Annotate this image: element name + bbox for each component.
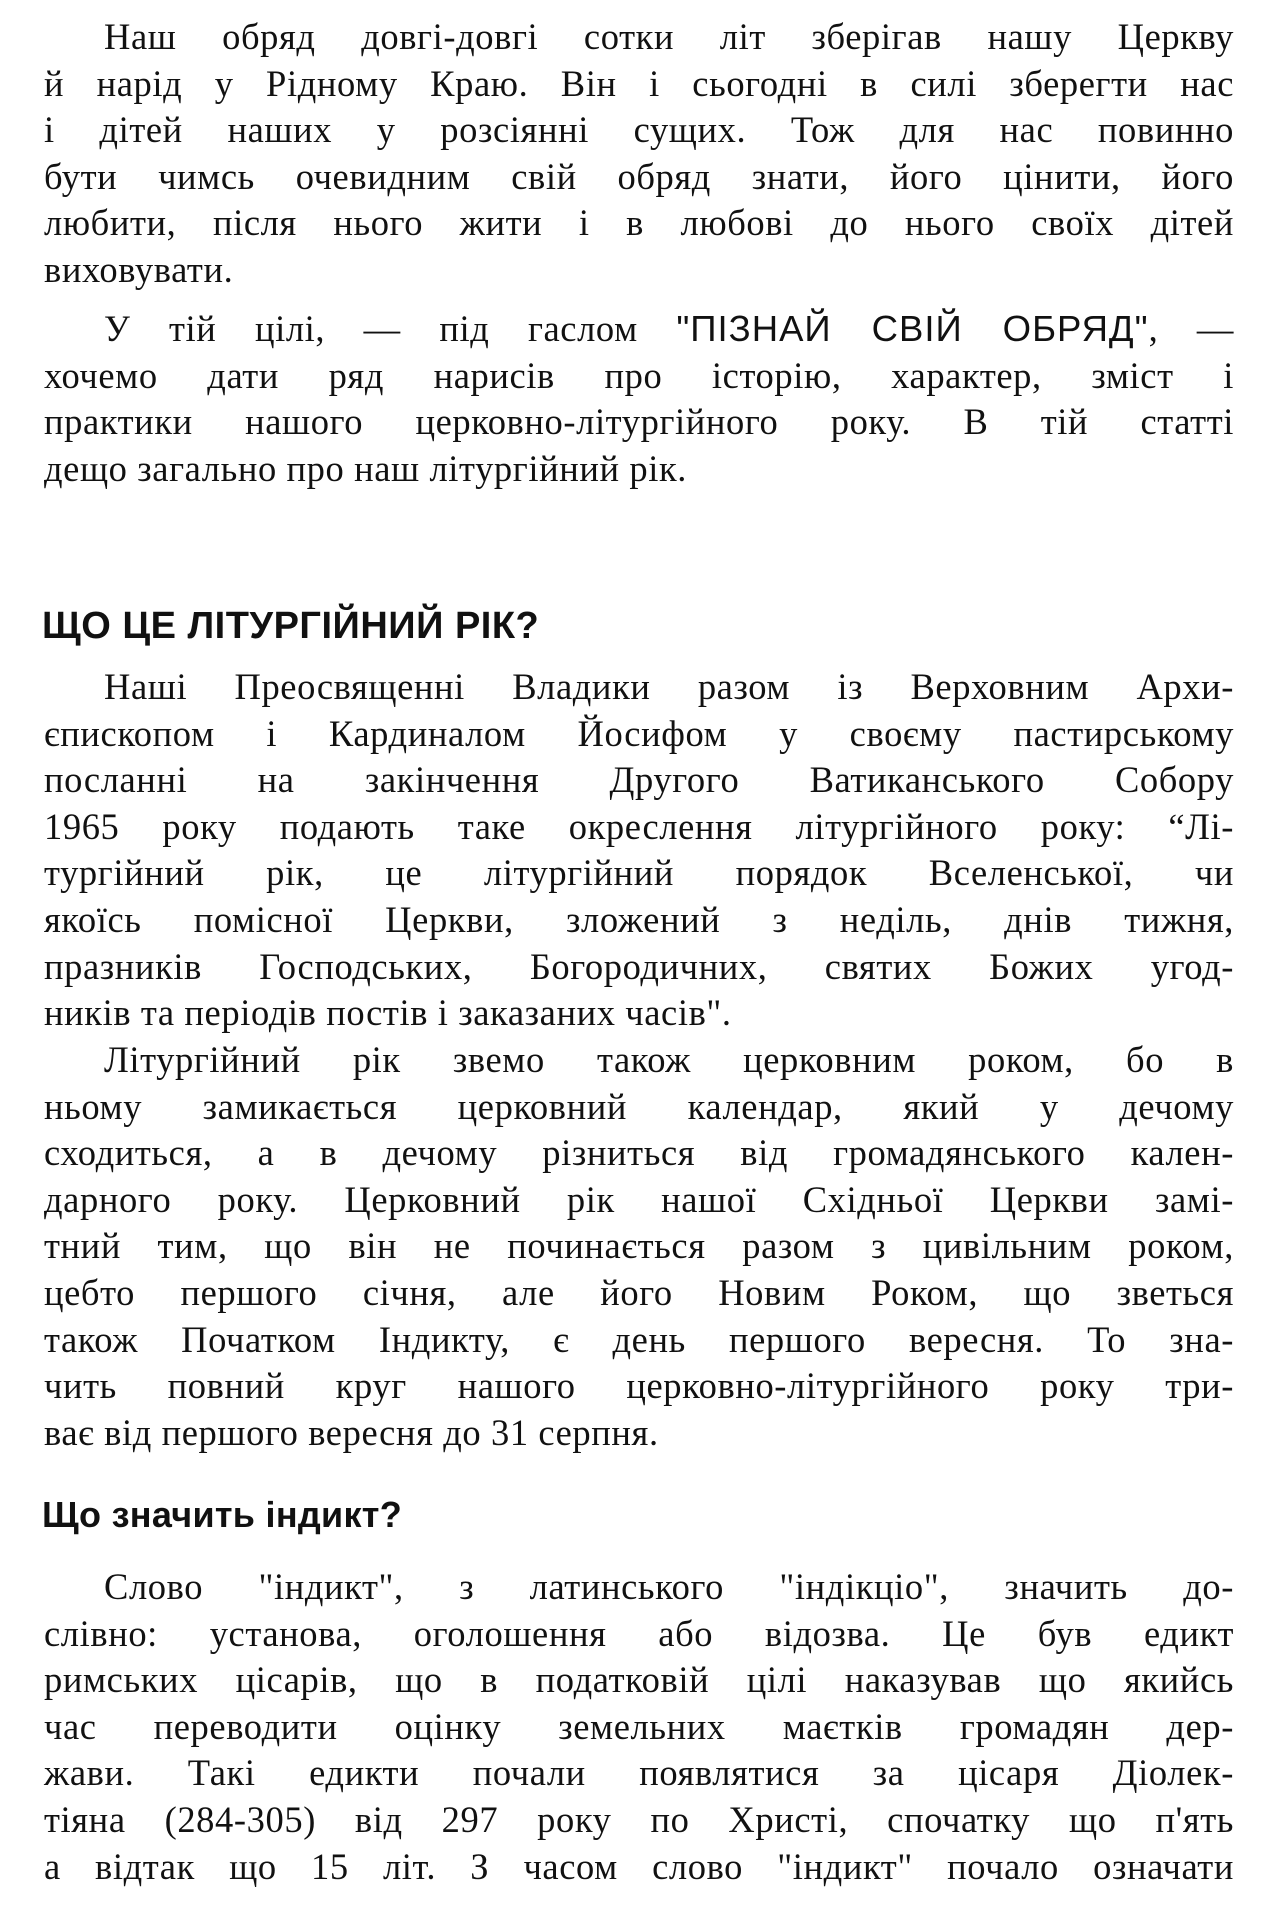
text-line: жави. Такі едикти почали появлятися за цісаря Діолек- bbox=[44, 1752, 1234, 1794]
text-line: й нарід у Рідному Краю. Він і сьогодні в силі зберегти нас bbox=[44, 62, 1234, 104]
church-year-paragraph bbox=[44, 1037, 1234, 1456]
purpose-paragraph bbox=[44, 306, 1234, 492]
text-line: дещо загально про наш літургійний рік. bbox=[44, 447, 687, 489]
text-line: також Початком Індикту, є день першого вересня. То зна- bbox=[44, 1318, 1234, 1360]
subsection-heading: Що значить індикт? bbox=[42, 1494, 403, 1535]
section-heading: ЩО ЦЕ ЛІТУРГІЙНИЙ РІК? bbox=[42, 605, 540, 647]
text-fragment: У тій цілі, — під гаслом bbox=[104, 308, 677, 349]
intro-paragraph bbox=[44, 14, 1234, 294]
text-line: празників Господських, Богородичних, святих Божих угод- bbox=[44, 945, 1234, 987]
text-line: а відтак що 15 літ. З часом слово "індикт" почало означати bbox=[44, 1845, 1234, 1887]
definition-paragraph bbox=[44, 664, 1234, 1037]
text-line: бути чимсь очевидним свій обряд знати, його цінити, його bbox=[44, 155, 1234, 197]
text-line: слівно: установа, оголошення або відозва. Це був едикт bbox=[44, 1612, 1234, 1654]
text-line: тний тим, що він не починається разом з цивільним роком, bbox=[44, 1225, 1234, 1267]
indikt-paragraph bbox=[44, 1564, 1234, 1890]
text-line: Наш обряд довгі-довгі сотки літ зберігав нашу Церкву bbox=[104, 16, 1234, 57]
text-fragment: , — bbox=[1148, 308, 1234, 349]
text-line: посланні на закінчення Другого Ватиканського Собору bbox=[44, 759, 1234, 801]
text-line: любити, після нього жити і в любові до нього своїх дітей bbox=[44, 202, 1234, 244]
text-line: і дітей наших у розсіянні сущих. Тож для нас повинно bbox=[44, 109, 1234, 151]
text-line: якоїсь помісної Церкви, зложений з неділь, днів тижня, bbox=[44, 898, 1234, 940]
text-line: сходиться, а в дечому різниться від громадянського кален- bbox=[44, 1132, 1234, 1174]
text-line: єпископом і Кардиналом Йосифом у своєму пастирському bbox=[44, 712, 1234, 754]
text-line: римських цісарів, що в податковій цілі наказував що якийсь bbox=[44, 1659, 1234, 1701]
text-line: Наші Преосвященні Владики разом із Верховним Архи- bbox=[104, 666, 1234, 707]
text-line: ників та періодів постів і заказаних часів". bbox=[44, 992, 732, 1034]
text-line: практики нашого церковно-літургійного року. В тій статті bbox=[44, 401, 1234, 443]
text-line: Слово "індикт", з латинського "індікціо", значить до- bbox=[104, 1566, 1234, 1607]
text-line bbox=[44, 306, 1234, 353]
text-line: тургійний рік, це літургійний порядок Вселенської, чи bbox=[44, 852, 1234, 894]
text-line: час переводити оцінку земельних маєтків громадян дер- bbox=[44, 1705, 1234, 1747]
text-line: хочемо дати ряд нарисів про історію, характер, зміст і bbox=[44, 354, 1234, 396]
text-line: тіяна (284-305) від 297 року по Христі, спочатку що п'ять bbox=[44, 1798, 1234, 1840]
slogan-text: "ПІЗНАЙ СВІЙ ОБРЯД" bbox=[676, 308, 1149, 349]
text-line: Літургійний рік звемо також церковним роком, бо в bbox=[104, 1039, 1234, 1080]
text-line: 1965 року подають таке окреслення літургійного року: “Лі- bbox=[44, 805, 1234, 847]
text-line: дарного року. Церковний рік нашої Східньої Церкви замі- bbox=[44, 1178, 1234, 1220]
text-line: ває від першого вересня до 31 серпня. bbox=[44, 1411, 659, 1453]
text-line: чить повний круг нашого церковно-літургійного року три- bbox=[44, 1365, 1234, 1407]
text-line: ньому замикається церковний календар, який у дечому bbox=[44, 1085, 1234, 1127]
text-line: виховувати. bbox=[44, 248, 234, 290]
text-line: цебто першого січня, але його Новим Роком, що зветься bbox=[44, 1271, 1234, 1313]
